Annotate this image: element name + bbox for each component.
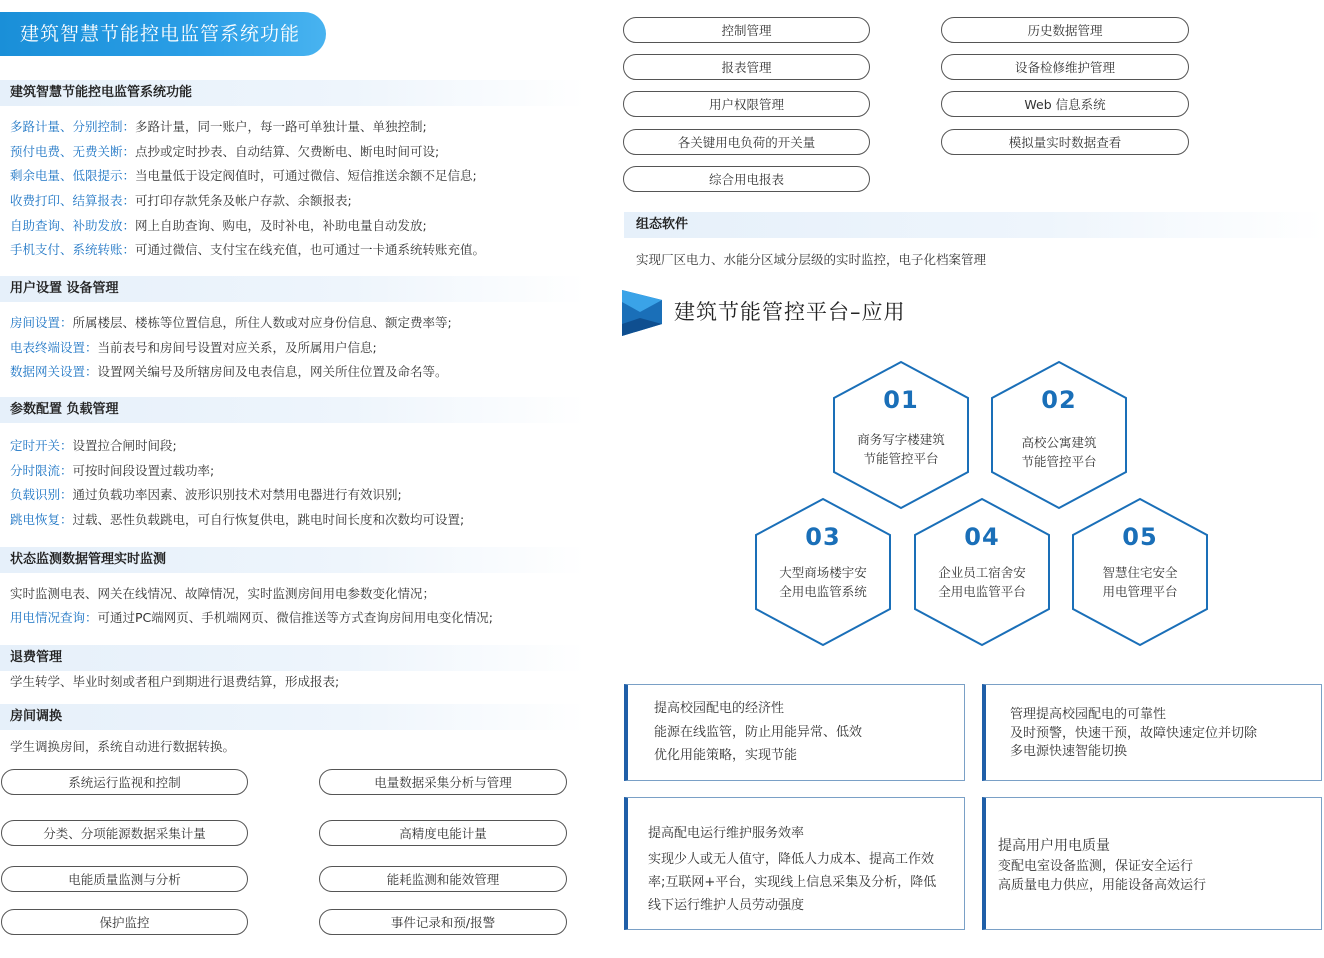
hex-card-01 <box>831 360 971 510</box>
config-software-title: 组态软件 <box>624 212 1324 238</box>
hex-number: 05 <box>1122 523 1158 551</box>
feature-pill: 电量数据采集分析与管理 <box>319 769 567 795</box>
benefit-box-reliability <box>982 684 1322 781</box>
feature-pill: 系统运行监视和控制 <box>1 769 248 795</box>
benefit-box-economy <box>624 684 965 781</box>
feature-pill: Web 信息系统 <box>941 91 1189 117</box>
benefit-title: 提高用户用电质量 <box>998 838 1110 854</box>
feature-pill: 分类、分项能源数据采集计量 <box>1 820 248 846</box>
benefit-text: 多电源快速智能切换 <box>1010 744 1128 759</box>
config-software-text: 实现厂区电力、水能分区域分层级的实时监控，电子化档案管理 <box>636 252 987 267</box>
feature-pill: 用户权限管理 <box>623 91 870 117</box>
platform-logo-icon <box>622 290 664 336</box>
benefit-text: 及时预警，快速干预，故障快速定位并切除 <box>1010 726 1258 741</box>
benefit-text: 优化用能策略，实现节能 <box>654 748 798 763</box>
hex-label: 节能管控平台 <box>1021 454 1097 469</box>
hex-card-04 <box>912 497 1052 647</box>
feature-pill: 高精度电能计量 <box>319 820 567 846</box>
function-line: 实时监测电表、网关在线情况、故障情况，实时监测房间用电参数变化情况； <box>10 586 436 601</box>
function-line: 用电情况查询：可通过PC端网页、手机端网页、微信推送等方式查询房间用电变化情况; <box>10 610 493 625</box>
benefit-text: 线下运行维护人员劳动强度 <box>648 898 805 913</box>
hex-label: 全用电监管系统 <box>779 584 867 599</box>
section-title-user-settings: 用户设置 设备管理 <box>0 276 586 302</box>
function-line: 跳电恢复：过载、恶性负载跳电，可自行恢复供电，跳电时间长度和次数均可设置; <box>10 512 465 527</box>
feature-pill: 报表管理 <box>623 54 870 80</box>
benefit-text: 能源在线监管，防止用能异常、低效 <box>654 725 863 740</box>
section-title-room-swap: 房间调换 <box>0 704 586 730</box>
section-title-monitoring: 状态监测数据管理实时监测 <box>0 547 586 573</box>
hex-label: 全用电监管平台 <box>938 584 1026 599</box>
benefit-box-quality <box>982 797 1322 930</box>
hex-number: 03 <box>805 523 841 551</box>
function-line: 数据网关设置：设置网关编号及所辖房间及电表信息，网关所住位置及命名等。 <box>10 364 448 379</box>
feature-pill: 各关键用电负荷的开关量 <box>623 129 870 155</box>
benefit-title: 管理提高校园配电的可靠性 <box>1010 707 1167 722</box>
hex-label: 企业员工宿舍安 <box>938 565 1026 580</box>
section-title-parameters: 参数配置 负载管理 <box>0 397 586 423</box>
hex-card-05 <box>1070 497 1210 647</box>
benefit-box-efficiency <box>624 797 965 930</box>
feature-pill: 控制管理 <box>623 17 870 43</box>
function-line: 手机支付、系统转账：可通过微信、支付宝在线充值，也可通过一卡通系统转账充值。 <box>10 242 486 257</box>
section-title-functions: 建筑智慧节能控电监管系统功能 <box>0 80 586 106</box>
benefit-text: 率;互联网+平台，实现线上信息采集及分析，降低 <box>648 875 937 890</box>
hex-number: 04 <box>964 523 1000 551</box>
benefit-title: 提高配电运行维护服务效率 <box>648 826 805 841</box>
function-line: 剩余电量、低限提示：当电量低于设定阀值时，可通过微信、短信推送余额不足信息; <box>10 168 477 183</box>
function-line: 自助查询、补助发放：网上自助查询、购电，及时补电，补助电量自动发放; <box>10 218 427 233</box>
feature-pill: 模拟量实时数据查看 <box>941 129 1189 155</box>
hex-number: 02 <box>1041 386 1077 414</box>
hex-label: 商务写字楼建筑 <box>857 432 945 447</box>
function-line: 定时开关：设置拉合闸时间段; <box>10 438 177 453</box>
hex-card-02 <box>989 360 1129 510</box>
hex-label: 用电管理平台 <box>1102 584 1178 599</box>
main-banner-title: 建筑智慧节能控电监管系统功能 <box>0 12 326 56</box>
hex-card-03 <box>753 497 893 647</box>
benefit-text: 变配电室设备监测，保证安全运行 <box>998 859 1194 874</box>
function-line: 多路计量、分别控制：多路计量，同一账户，每一路可单独计量、单独控制; <box>10 119 427 134</box>
hex-label: 大型商场楼宇安 <box>779 565 867 580</box>
feature-pill: 电能质量监测与分析 <box>1 866 248 892</box>
platform-title: 建筑节能管控平台–应用 <box>674 300 906 324</box>
feature-pill: 综合用电报表 <box>623 166 870 192</box>
function-line: 学生转学、毕业时刻或者租户到期进行退费结算，形成报表; <box>10 674 340 689</box>
feature-pill: 能耗监测和能效管理 <box>319 866 567 892</box>
feature-pill: 设备检修维护管理 <box>941 54 1189 80</box>
function-line: 房间设置：所属楼层、楼栋等位置信息，所住人数或对应身份信息、额定费率等; <box>10 315 452 330</box>
feature-pill: 事件记录和预/报警 <box>319 909 567 935</box>
function-line: 负载识别：通过负载功率因素、波形识别技术对禁用电器进行有效识别; <box>10 487 402 502</box>
feature-pill: 历史数据管理 <box>941 17 1189 43</box>
benefit-text: 实现少人或无人值守，降低人力成本、提高工作效 <box>648 852 935 867</box>
hex-label: 节能管控平台 <box>863 451 939 466</box>
feature-pill: 保护监控 <box>1 909 248 935</box>
function-line: 收费打印、结算报表：可打印存款凭条及帐户存款、余额报表; <box>10 193 352 208</box>
hex-number: 01 <box>883 386 919 414</box>
function-line: 分时限流：可按时间段设置过载功率; <box>10 463 215 478</box>
section-title-refund: 退费管理 <box>0 645 586 671</box>
hex-label: 高校公寓建筑 <box>1021 435 1097 450</box>
benefit-title: 提高校园配电的经济性 <box>654 701 785 716</box>
function-line: 电表终端设置：当前表号和房间号设置对应关系，及所属用户信息; <box>10 340 377 355</box>
benefit-text: 高质量电力供应，用能设备高效运行 <box>998 878 1207 893</box>
function-line: 学生调换房间，系统自动进行数据转换。 <box>10 739 236 754</box>
function-line: 预付电费、无费关断：点抄或定时抄表、自动结算、欠费断电、断电时间可设; <box>10 144 440 159</box>
hex-label: 智慧住宅安全 <box>1102 565 1178 580</box>
